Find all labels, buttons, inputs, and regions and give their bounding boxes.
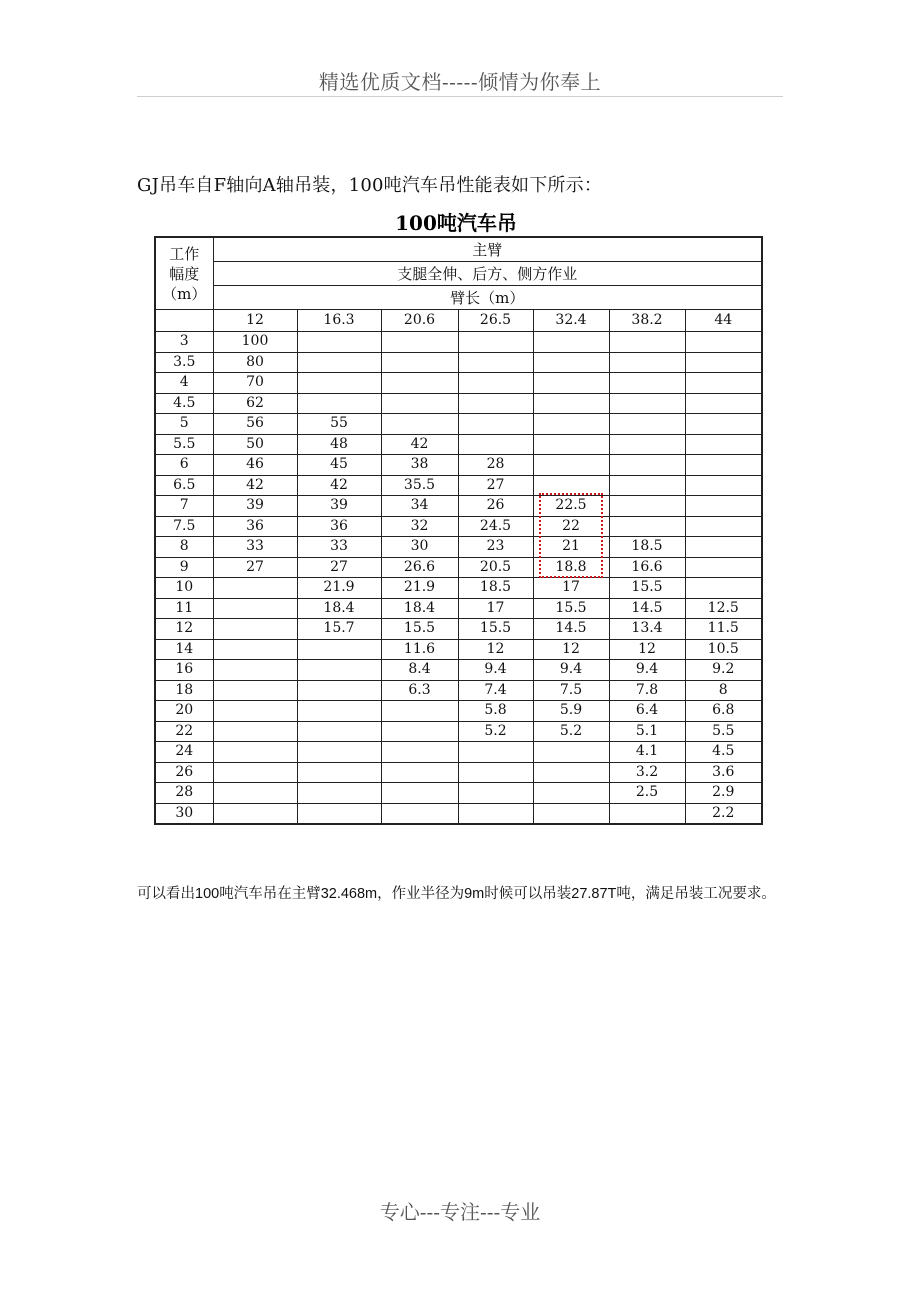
capacity-cell: 10.5 (685, 639, 762, 660)
capacity-cell (685, 352, 762, 373)
working-radius-cell: 3 (155, 332, 213, 353)
boom-length-blank-cell (155, 310, 213, 332)
capacity-cell: 46 (213, 455, 297, 476)
main-boom-header: 主臂 (213, 237, 762, 262)
table-row (155, 414, 762, 435)
conclusion-paragraph: 可以看出100吨汽车吊在主臂32.468m，作业半径为9m时候可以吊装27.87T吨，满足吊装工况要求。 (137, 886, 776, 902)
capacity-cell (609, 393, 685, 414)
table-row (155, 373, 762, 394)
crane-performance-table (154, 236, 763, 825)
outrigger-condition-header: 支腿全伸、后方、侧方作业 (213, 262, 762, 286)
table-row (155, 680, 762, 701)
radius-header-line-3: （m） (162, 284, 207, 303)
capacity-cell: 13.4 (609, 619, 685, 640)
table-row (155, 619, 762, 640)
capacity-cell: 5.2 (533, 721, 609, 742)
capacity-cell (213, 578, 297, 599)
table-row (155, 783, 762, 804)
capacity-cell (685, 496, 762, 517)
capacity-cell: 22 (533, 516, 609, 537)
capacity-cell: 6.4 (609, 701, 685, 722)
capacity-cell: 17 (458, 598, 533, 619)
capacity-cell (213, 701, 297, 722)
table-row (155, 393, 762, 414)
capacity-cell: 62 (213, 393, 297, 414)
capacity-cell (458, 783, 533, 804)
working-radius-cell: 30 (155, 803, 213, 824)
capacity-cell (533, 783, 609, 804)
capacity-cell: 4.1 (609, 742, 685, 763)
capacity-cell: 18.4 (297, 598, 381, 619)
capacity-cell: 9.4 (533, 660, 609, 681)
working-radius-cell: 22 (155, 721, 213, 742)
capacity-cell (458, 332, 533, 353)
capacity-cell (533, 475, 609, 496)
capacity-cell (685, 393, 762, 414)
capacity-cell (609, 496, 685, 517)
capacity-cell (685, 455, 762, 476)
capacity-cell (213, 783, 297, 804)
capacity-cell (213, 598, 297, 619)
capacity-cell: 100 (213, 332, 297, 353)
capacity-cell (381, 721, 458, 742)
working-radius-cell: 20 (155, 701, 213, 722)
capacity-cell (297, 762, 381, 783)
capacity-cell (533, 803, 609, 824)
capacity-cell: 21.9 (297, 578, 381, 599)
capacity-cell (297, 393, 381, 414)
capacity-cell: 36 (297, 516, 381, 537)
table-row (155, 332, 762, 353)
working-radius-cell: 24 (155, 742, 213, 763)
capacity-cell (297, 680, 381, 701)
capacity-cell (458, 393, 533, 414)
working-radius-cell: 14 (155, 639, 213, 660)
capacity-cell (458, 434, 533, 455)
capacity-cell (297, 373, 381, 394)
capacity-cell: 6.8 (685, 701, 762, 722)
intro-paragraph: GJ吊车自F轴向A轴吊装，100吨汽车吊性能表如下所示： (137, 175, 603, 196)
boom-length-cell: 32.4 (533, 310, 609, 332)
capacity-cell: 48 (297, 434, 381, 455)
capacity-cell (533, 373, 609, 394)
capacity-cell: 34 (381, 496, 458, 517)
page-footer: 专心---专注---专业 (379, 1200, 541, 1224)
capacity-cell (685, 434, 762, 455)
table-row (155, 516, 762, 537)
capacity-cell: 80 (213, 352, 297, 373)
capacity-cell: 2.2 (685, 803, 762, 824)
capacity-cell (458, 762, 533, 783)
capacity-cell (213, 762, 297, 783)
working-radius-cell: 16 (155, 660, 213, 681)
capacity-cell: 18.4 (381, 598, 458, 619)
capacity-cell: 12 (458, 639, 533, 660)
working-radius-cell: 10 (155, 578, 213, 599)
capacity-cell: 15.7 (297, 619, 381, 640)
capacity-cell: 21.9 (381, 578, 458, 599)
capacity-cell (685, 537, 762, 558)
capacity-cell: 55 (297, 414, 381, 435)
capacity-cell: 8.4 (381, 660, 458, 681)
capacity-cell (685, 332, 762, 353)
capacity-cell: 12.5 (685, 598, 762, 619)
capacity-cell: 8 (685, 680, 762, 701)
capacity-cell: 2.9 (685, 783, 762, 804)
capacity-cell (297, 352, 381, 373)
capacity-cell (533, 332, 609, 353)
capacity-cell: 20.5 (458, 557, 533, 578)
capacity-cell: 12 (533, 639, 609, 660)
working-radius-cell: 11 (155, 598, 213, 619)
working-radius-cell: 8 (155, 537, 213, 558)
table-row (155, 475, 762, 496)
table-row (155, 352, 762, 373)
capacity-cell (609, 352, 685, 373)
capacity-cell: 5.2 (458, 721, 533, 742)
capacity-cell: 50 (213, 434, 297, 455)
capacity-cell: 27 (213, 557, 297, 578)
capacity-cell: 17 (533, 578, 609, 599)
capacity-cell: 30 (381, 537, 458, 558)
capacity-cell (533, 414, 609, 435)
capacity-cell: 14.5 (533, 619, 609, 640)
table-row (155, 557, 762, 578)
boom-length-row (155, 310, 762, 332)
capacity-cell: 5.5 (685, 721, 762, 742)
capacity-cell: 21 (533, 537, 609, 558)
table-row (155, 434, 762, 455)
capacity-cell (381, 701, 458, 722)
capacity-cell: 7.5 (533, 680, 609, 701)
capacity-cell: 33 (297, 537, 381, 558)
capacity-cell (685, 475, 762, 496)
working-radius-cell: 4.5 (155, 393, 213, 414)
capacity-cell (609, 475, 685, 496)
capacity-cell: 15.5 (533, 598, 609, 619)
capacity-cell: 12 (609, 639, 685, 660)
boom-length-cell: 26.5 (458, 310, 533, 332)
capacity-cell: 2.5 (609, 783, 685, 804)
capacity-cell (297, 783, 381, 804)
capacity-cell: 18.5 (609, 537, 685, 558)
capacity-cell (609, 803, 685, 824)
capacity-cell: 15.5 (381, 619, 458, 640)
capacity-cell (685, 373, 762, 394)
capacity-cell: 45 (297, 455, 381, 476)
capacity-cell: 9.4 (458, 660, 533, 681)
capacity-cell: 14.5 (609, 598, 685, 619)
working-radius-cell: 5 (155, 414, 213, 435)
capacity-cell: 7.4 (458, 680, 533, 701)
capacity-cell (533, 762, 609, 783)
working-radius-cell: 4 (155, 373, 213, 394)
capacity-cell (458, 373, 533, 394)
capacity-cell: 15.5 (458, 619, 533, 640)
table-row (155, 578, 762, 599)
table-row (155, 660, 762, 681)
capacity-cell: 27 (458, 475, 533, 496)
capacity-cell (297, 660, 381, 681)
capacity-cell (297, 721, 381, 742)
capacity-cell (213, 639, 297, 660)
capacity-cell (297, 639, 381, 660)
capacity-cell: 27 (297, 557, 381, 578)
capacity-cell (297, 332, 381, 353)
capacity-cell: 28 (458, 455, 533, 476)
capacity-cell: 3.6 (685, 762, 762, 783)
capacity-cell: 15.5 (609, 578, 685, 599)
capacity-cell (297, 701, 381, 722)
capacity-cell: 36 (213, 516, 297, 537)
capacity-cell: 5.9 (533, 701, 609, 722)
working-radius-cell: 12 (155, 619, 213, 640)
capacity-cell (685, 414, 762, 435)
capacity-cell (381, 373, 458, 394)
table-row (155, 537, 762, 558)
capacity-cell: 32 (381, 516, 458, 537)
table-title: 100吨汽车吊 (395, 211, 517, 235)
capacity-cell: 70 (213, 373, 297, 394)
table-row (155, 742, 762, 763)
table-row (155, 496, 762, 517)
boom-length-cell: 12 (213, 310, 297, 332)
header-divider (137, 96, 783, 97)
capacity-cell: 18.5 (458, 578, 533, 599)
capacity-cell: 11.6 (381, 639, 458, 660)
capacity-cell: 39 (213, 496, 297, 517)
capacity-cell: 11.5 (685, 619, 762, 640)
capacity-cell (685, 578, 762, 599)
capacity-cell (533, 434, 609, 455)
working-radius-cell: 18 (155, 680, 213, 701)
capacity-cell: 23 (458, 537, 533, 558)
capacity-cell: 9.4 (609, 660, 685, 681)
capacity-cell (297, 742, 381, 763)
capacity-cell (297, 803, 381, 824)
table-row (155, 455, 762, 476)
working-radius-header (155, 237, 213, 310)
table-row (155, 762, 762, 783)
capacity-cell: 38 (381, 455, 458, 476)
capacity-cell (213, 721, 297, 742)
capacity-cell: 42 (381, 434, 458, 455)
capacity-cell: 9.2 (685, 660, 762, 681)
performance-table-wrapper (154, 236, 763, 825)
capacity-cell (213, 742, 297, 763)
capacity-cell (685, 516, 762, 537)
capacity-cell: 5.8 (458, 701, 533, 722)
boom-length-cell: 20.6 (381, 310, 458, 332)
capacity-cell (533, 352, 609, 373)
capacity-cell (381, 414, 458, 435)
table-row (155, 803, 762, 824)
capacity-cell: 6.3 (381, 680, 458, 701)
capacity-cell (381, 393, 458, 414)
capacity-cell (533, 742, 609, 763)
capacity-cell: 42 (297, 475, 381, 496)
working-radius-cell: 7.5 (155, 516, 213, 537)
capacity-cell (381, 783, 458, 804)
capacity-cell (458, 803, 533, 824)
capacity-cell (609, 516, 685, 537)
capacity-cell (213, 619, 297, 640)
capacity-cell (609, 455, 685, 476)
working-radius-cell: 6.5 (155, 475, 213, 496)
capacity-cell (213, 803, 297, 824)
working-radius-cell: 26 (155, 762, 213, 783)
capacity-cell (213, 680, 297, 701)
page-header: 精选优质文档-----倾情为你奉上 (318, 70, 602, 94)
boom-length-cell: 38.2 (609, 310, 685, 332)
table-row (155, 598, 762, 619)
capacity-cell: 24.5 (458, 516, 533, 537)
working-radius-cell: 5.5 (155, 434, 213, 455)
capacity-cell: 22.5 (533, 496, 609, 517)
working-radius-cell: 3.5 (155, 352, 213, 373)
capacity-cell: 35.5 (381, 475, 458, 496)
capacity-cell: 4.5 (685, 742, 762, 763)
capacity-cell (609, 414, 685, 435)
capacity-cell (213, 660, 297, 681)
capacity-cell (609, 434, 685, 455)
capacity-cell (381, 332, 458, 353)
capacity-cell (609, 332, 685, 353)
capacity-cell: 7.8 (609, 680, 685, 701)
radius-header-line-1: 工作 (169, 244, 200, 263)
capacity-cell: 56 (213, 414, 297, 435)
capacity-cell: 39 (297, 496, 381, 517)
capacity-cell (685, 557, 762, 578)
capacity-cell (381, 742, 458, 763)
table-row (155, 639, 762, 660)
capacity-cell: 5.1 (609, 721, 685, 742)
capacity-cell (533, 393, 609, 414)
capacity-cell: 42 (213, 475, 297, 496)
capacity-cell: 16.6 (609, 557, 685, 578)
capacity-cell (533, 455, 609, 476)
boom-length-cell: 44 (685, 310, 762, 332)
working-radius-cell: 28 (155, 783, 213, 804)
capacity-cell (458, 742, 533, 763)
capacity-cell (458, 414, 533, 435)
capacity-cell: 18.8 (533, 557, 609, 578)
table-row (155, 701, 762, 722)
boom-length-cell: 16.3 (297, 310, 381, 332)
table-row (155, 721, 762, 742)
boom-length-header: 臂长（m） (213, 286, 762, 310)
radius-header-line-2: 幅度 (169, 264, 200, 283)
working-radius-cell: 7 (155, 496, 213, 517)
capacity-cell: 3.2 (609, 762, 685, 783)
capacity-cell (381, 352, 458, 373)
capacity-cell (381, 762, 458, 783)
capacity-cell: 26.6 (381, 557, 458, 578)
capacity-cell (609, 373, 685, 394)
capacity-cell: 26 (458, 496, 533, 517)
working-radius-cell: 9 (155, 557, 213, 578)
capacity-cell (458, 352, 533, 373)
capacity-cell (381, 803, 458, 824)
working-radius-cell: 6 (155, 455, 213, 476)
capacity-cell: 33 (213, 537, 297, 558)
